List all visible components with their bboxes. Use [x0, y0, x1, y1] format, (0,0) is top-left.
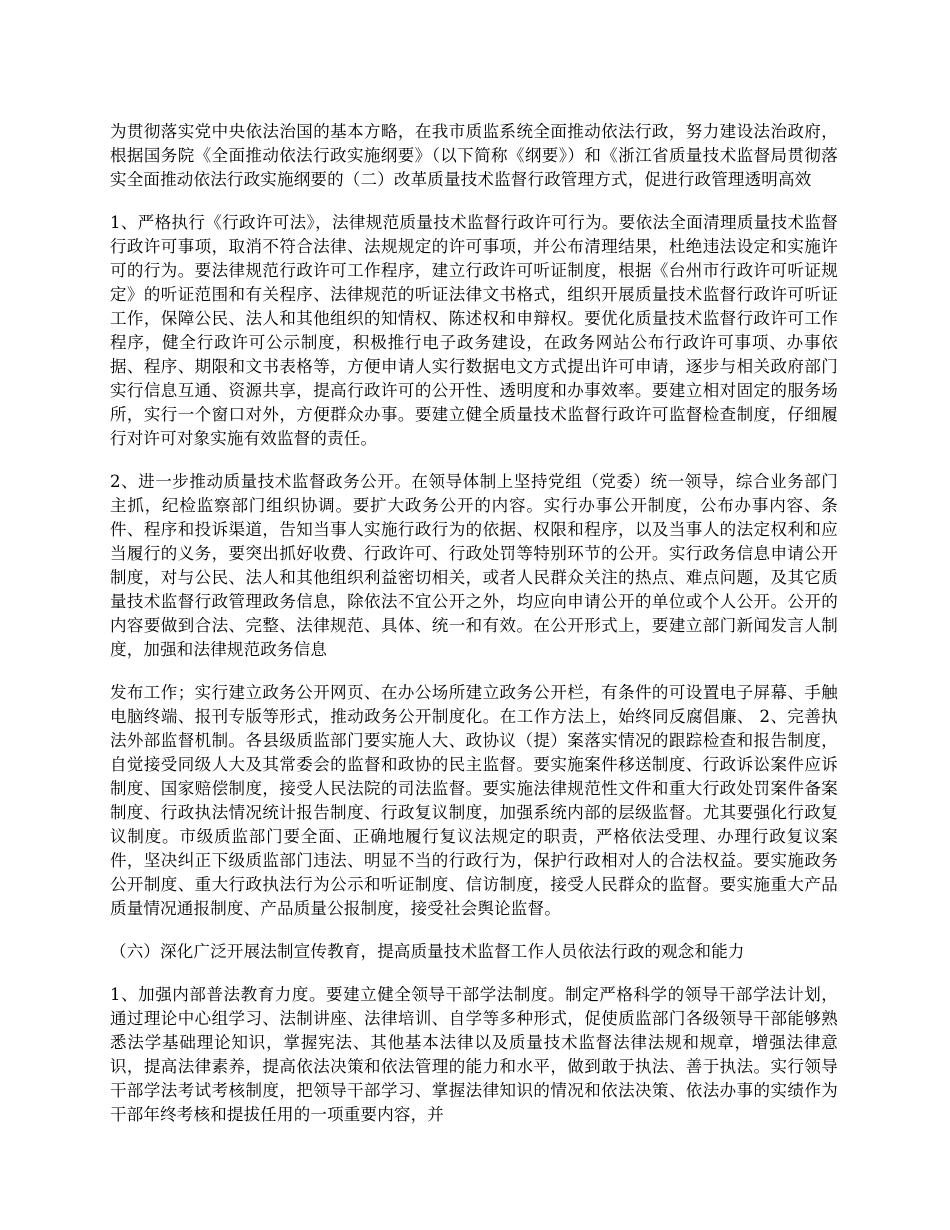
document-body — [110, 120, 838, 1146]
section-heading-legal-education: （六）深化广泛开展法制宣传教育，提高质量技术监督工作人员依法行政的观念和能力 — [110, 942, 745, 961]
paragraph-government-affairs-openness: 2、进一步推动质量技术监督政务公开。在领导体制上坚持党组（党委）统一领导，综合业务部门主抓，纪检监察部门组织协调。要扩大政务公开的内容。实行办事公开制度，公布办事内容、条件、程序和投诉渠道，告知当事人实施行政行为的依据、权限和程序，以及当事人的法定权利和应当履行的义务，要突出抓好收费、行政许可、行政处罚等特别环节的公开。实行政务信息申请公开制度，对与公民、法人和其他组织利益密切相关，或者人民群众关注的热点、难点问题，及其它质量技术监督行政管理政务信息，除依法不宜公开之外，均应向申请公开的单位或个人公开。公开的内容要做到合法、完整、法律规范、具体、统一和有效。在公开形式上，要建立部门新闻发言人制度，加强和法律规范政务信息 — [110, 472, 838, 659]
paragraph-external-supervision: 发布工作；实行建立政务公开网页、在办公场所建立政务公开栏，有条件的可设置电子屏幕、手触电脑终端、报刊专版等形式，推动政务公开制度化。在工作方法上，始终同反腐倡廉、 2、完善执法外部监督机制。各县级质监部门要实施人大、政协议（提）案落实情况的跟踪检查和报告制度，自觉接受同级人大及其常委会的监督和政协的民主监督。要实施案件移送制度、行政诉讼案件应诉制度、国家赔偿制度，接受人民法院的司法监督。要实施法律规范性文件和重大行政处罚案件备案制度、行政执法情况统计报告制度、行政复议制度，加强系统内部的层级监督。尤其要强化行政复议制度。市级质监部门要全面、正确地履行复议法规定的职责，严格依法受理、办理行政复议案件，坚决纠正下级质监部门违法、明显不当的行政行为，保护行政相对人的合法权益。要实施政务公开制度、重大行政执法行为公示和听证制度、信访制度，接受人民群众的监督。要实施重大产品质量情况通报制度、产品质量公报制度，接受社会舆论监督。 — [110, 683, 838, 918]
paragraph-intro: 为贯彻落实党中央依法治国的基本方略，在我市质监系统全面推动依法行政，努力建设法治政府，根据国务院《全面推动依法行政实施纲要》（以下简称《纲要》）和《浙江省质量技术监督局贯彻落实全面推动依法行政实施纲要的（二）改革质量技术监督行政管理方式，促进行政管理透明高效 — [110, 122, 838, 189]
paragraph-administrative-license: 1、严格执行《行政许可法》，法律规范质量技术监督行政许可行为。要依法全面清理质量技术监督行政许可事项，取消不符合法律、法规规定的许可事项，并公布清理结果，杜绝违法设定和实施许可的行为。要法律规范行政许可工作程序，建立行政许可听证制度，根据《台州市行政许可听证规定》的听证范围和有关程序、法律规范的听证法律文书格式，组织开展质量技术监督行政许可听证工作，保障公民、法人和其他组织的知情权、陈述权和申辩权。要优化质量技术监督行政许可工作程序，健全行政许可公示制度，积极推行电子政务建设，在政务网站公布行政许可事项、办事依据、程序、期限和文书表格等，方便申请人实行数据电文方式提出许可申请，逐步与相关政府部门实行信息互通、资源共享，提高行政许可的公开性、透明度和办事效率。要建立相对固定的服务场所，实行一个窗口对外，方便群众办事。要建立健全质量技术监督行政许可监督检查制度，仔细履行对许可对象实施有效监督的责任。 — [110, 213, 838, 448]
paragraph-internal-legal-education: 1、加强内部普法教育力度。要建立健全领导干部学法制度。制定严格科学的领导干部学法计划，通过理论中心组学习、法制讲座、法律培训、自学等多种形式，促使质监部门各级领导干部能够熟悉法学基础理论知识，掌握宪法、其他基本法律以及质量技术监督法律法规和规章，增强法律意识，提高法律素养，提高依法决策和依法管理的能力和水平，做到敢于执法、善于执法。实行领导干部学法考试考核制度，把领导干部学习、掌握法律知识的情况和依法决策、依法办事的实绩作为干部年终考核和提拔任用的一项重要内容，并 — [110, 985, 838, 1124]
